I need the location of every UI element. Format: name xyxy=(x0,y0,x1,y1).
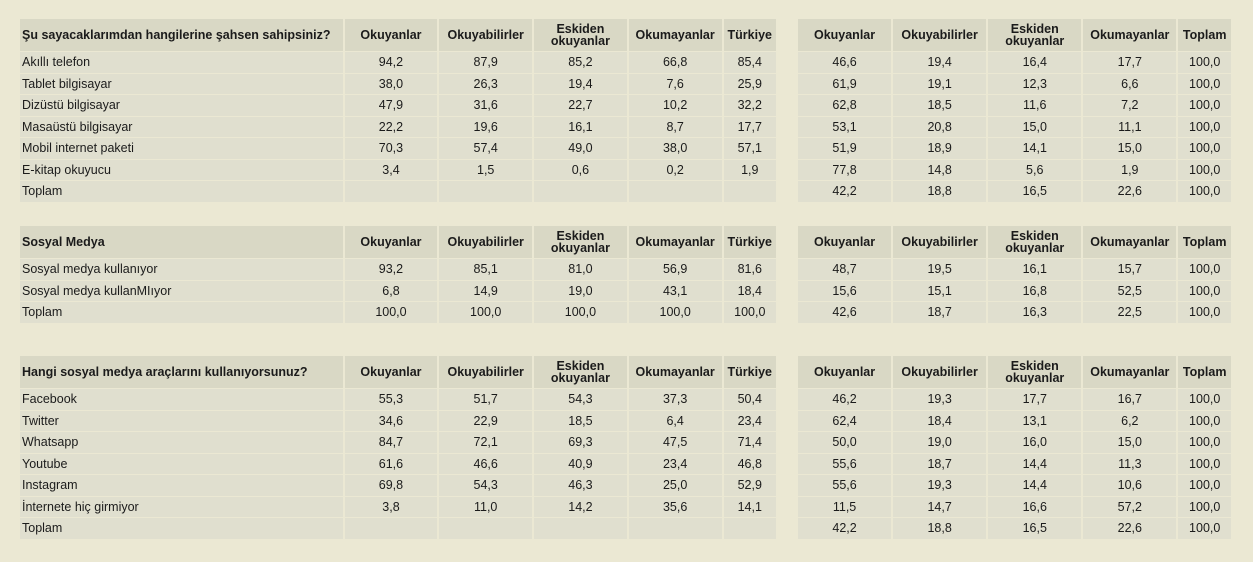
table-cell: 22,9 xyxy=(439,411,532,432)
table-cell: 19,3 xyxy=(893,389,986,410)
table-cell: 69,3 xyxy=(534,432,627,453)
table-cell: 14,1 xyxy=(724,497,776,518)
table-cell: 52,5 xyxy=(1083,281,1176,302)
table-cell: 54,3 xyxy=(439,475,532,496)
table-cell: 22,5 xyxy=(1083,302,1176,323)
table-cell: 87,9 xyxy=(439,52,532,73)
section1-right-header xyxy=(798,19,1231,51)
section2-left-col-3: Okumayanlar xyxy=(629,226,722,258)
table-cell: 53,1 xyxy=(798,117,891,138)
table-cell: 93,2 xyxy=(345,259,438,280)
table-row xyxy=(20,432,776,453)
table-cell: 52,9 xyxy=(724,475,776,496)
section2-right-body xyxy=(798,259,1231,323)
table-cell: 14,4 xyxy=(988,475,1081,496)
table-cell: 46,6 xyxy=(439,454,532,475)
table-cell: 100,0 xyxy=(1178,281,1231,302)
section1-left-col-3: Okumayanlar xyxy=(629,19,722,51)
table-row xyxy=(798,454,1231,475)
table-row xyxy=(20,52,776,73)
table-cell: 6,4 xyxy=(629,411,722,432)
table-row xyxy=(798,518,1231,539)
section3-left-col-1: Okuyabilirler xyxy=(439,356,532,388)
table-cell: 51,9 xyxy=(798,138,891,159)
row-label: Mobil internet paketi xyxy=(20,138,343,159)
section3-right-table xyxy=(796,355,1233,540)
table-cell: 77,8 xyxy=(798,160,891,181)
table-cell: 15,1 xyxy=(893,281,986,302)
table-cell: 16,1 xyxy=(534,117,627,138)
table-cell: 22,6 xyxy=(1083,518,1176,539)
table-row xyxy=(798,117,1231,138)
table-cell: 5,6 xyxy=(988,160,1081,181)
table-cell: 14,7 xyxy=(893,497,986,518)
table-cell: 50,0 xyxy=(798,432,891,453)
table-cell: 43,1 xyxy=(629,281,722,302)
table-row xyxy=(20,302,776,323)
table-cell xyxy=(629,518,722,539)
table-cell: 100,0 xyxy=(1178,138,1231,159)
table-cell: 18,5 xyxy=(534,411,627,432)
table-row xyxy=(798,138,1231,159)
table-cell: 8,7 xyxy=(629,117,722,138)
table-cell: 85,2 xyxy=(534,52,627,73)
table-cell: 100,0 xyxy=(1178,160,1231,181)
table-cell xyxy=(724,181,776,202)
table-cell: 19,0 xyxy=(893,432,986,453)
table-row xyxy=(20,475,776,496)
table-cell: 51,7 xyxy=(439,389,532,410)
section2-right-col-1: Okuyabilirler xyxy=(893,226,986,258)
table-cell: 6,6 xyxy=(1083,74,1176,95)
section3-left-col-0: Okuyanlar xyxy=(345,356,438,388)
section1-right-body xyxy=(798,52,1231,202)
table-row xyxy=(20,497,776,518)
table-cell: 16,6 xyxy=(988,497,1081,518)
table-cell: 38,0 xyxy=(629,138,722,159)
section2-left-header xyxy=(20,226,776,258)
table-cell: 81,6 xyxy=(724,259,776,280)
table-row xyxy=(20,74,776,95)
table-cell: 14,4 xyxy=(988,454,1081,475)
section3-right-col-1: Okuyabilirler xyxy=(893,356,986,388)
table-cell: 42,2 xyxy=(798,518,891,539)
table-cell xyxy=(534,518,627,539)
table-cell: 100,0 xyxy=(534,302,627,323)
table-cell: 100,0 xyxy=(1178,117,1231,138)
row-label: Toplam xyxy=(20,518,343,539)
table-cell: 61,6 xyxy=(345,454,438,475)
row-label: Masaüstü bilgisayar xyxy=(20,117,343,138)
table-row xyxy=(798,52,1231,73)
section3-left-col-3: Okumayanlar xyxy=(629,356,722,388)
section1-question: Şu sayacaklarımdan hangilerine şahsen sahipsiniz? xyxy=(20,19,343,51)
row-label: Facebook xyxy=(20,389,343,410)
section1-left-header xyxy=(20,19,776,51)
table-cell: 42,6 xyxy=(798,302,891,323)
table-cell: 25,0 xyxy=(629,475,722,496)
table-cell: 100,0 xyxy=(1178,411,1231,432)
section1-right-col-0: Okuyanlar xyxy=(798,19,891,51)
section2-left-col-1: Okuyabilirler xyxy=(439,226,532,258)
section2-right-col-4: Toplam xyxy=(1178,226,1231,258)
table-cell: 69,8 xyxy=(345,475,438,496)
table-cell: 37,3 xyxy=(629,389,722,410)
table-cell: 14,8 xyxy=(893,160,986,181)
section2-left-col-2: Eskiden okuyanlar xyxy=(534,226,627,258)
table-cell: 50,4 xyxy=(724,389,776,410)
row-label: Sosyal medya kullanıyor xyxy=(20,259,343,280)
table-cell: 19,3 xyxy=(893,475,986,496)
table-cell: 100,0 xyxy=(1178,389,1231,410)
table-cell: 10,6 xyxy=(1083,475,1176,496)
table-cell: 11,1 xyxy=(1083,117,1176,138)
table-cell: 18,5 xyxy=(893,95,986,116)
table-cell xyxy=(724,518,776,539)
section1-right-col-4: Toplam xyxy=(1178,19,1231,51)
section1-left-table xyxy=(18,18,778,203)
table-row xyxy=(20,281,776,302)
table-row xyxy=(798,259,1231,280)
table-cell: 56,9 xyxy=(629,259,722,280)
table-row xyxy=(20,138,776,159)
table-row xyxy=(20,454,776,475)
table-cell: 19,4 xyxy=(893,52,986,73)
section3-left-header xyxy=(20,356,776,388)
table-cell: 19,6 xyxy=(439,117,532,138)
table-cell: 19,1 xyxy=(893,74,986,95)
table-cell: 10,2 xyxy=(629,95,722,116)
table-row xyxy=(798,497,1231,518)
table-row xyxy=(798,475,1231,496)
table-cell: 14,1 xyxy=(988,138,1081,159)
table-row xyxy=(20,181,776,202)
table-cell: 70,3 xyxy=(345,138,438,159)
table-cell: 100,0 xyxy=(629,302,722,323)
table-cell: 16,5 xyxy=(988,181,1081,202)
table-cell: 71,4 xyxy=(724,432,776,453)
table-cell: 72,1 xyxy=(439,432,532,453)
table-cell: 94,2 xyxy=(345,52,438,73)
table-cell: 100,0 xyxy=(1178,475,1231,496)
section3-right-body xyxy=(798,389,1231,539)
table-row xyxy=(798,281,1231,302)
table-cell xyxy=(345,518,438,539)
table-cell: 16,3 xyxy=(988,302,1081,323)
table-cell: 3,4 xyxy=(345,160,438,181)
row-label: Twitter xyxy=(20,411,343,432)
table-cell: 1,5 xyxy=(439,160,532,181)
row-label: Sosyal medya kullanMIıyor xyxy=(20,281,343,302)
row-label: Whatsapp xyxy=(20,432,343,453)
table-row xyxy=(20,95,776,116)
table-cell: 61,9 xyxy=(798,74,891,95)
table-cell: 35,6 xyxy=(629,497,722,518)
table-cell: 19,0 xyxy=(534,281,627,302)
table-cell: 48,7 xyxy=(798,259,891,280)
table-row xyxy=(798,160,1231,181)
section1-right-col-2: Eskiden okuyanlar xyxy=(988,19,1081,51)
section2-left-col-0: Okuyanlar xyxy=(345,226,438,258)
table-cell: 46,8 xyxy=(724,454,776,475)
table-cell: 57,1 xyxy=(724,138,776,159)
section2-right-col-3: Okumayanlar xyxy=(1083,226,1176,258)
table-cell: 62,8 xyxy=(798,95,891,116)
table-cell: 31,6 xyxy=(439,95,532,116)
table-cell: 0,6 xyxy=(534,160,627,181)
table-cell: 16,1 xyxy=(988,259,1081,280)
section3-question: Hangi sosyal medya araçlarını kullanıyorsunuz? xyxy=(20,356,343,388)
section3-right-col-0: Okuyanlar xyxy=(798,356,891,388)
table-cell xyxy=(439,518,532,539)
table-cell: 3,8 xyxy=(345,497,438,518)
row-label: İnternete hiç girmiyor xyxy=(20,497,343,518)
table-cell: 18,4 xyxy=(724,281,776,302)
table-row xyxy=(798,432,1231,453)
section2-right-col-2: Eskiden okuyanlar xyxy=(988,226,1081,258)
section1-left-body xyxy=(20,52,776,202)
table-row xyxy=(20,411,776,432)
row-label: Akıllı telefon xyxy=(20,52,343,73)
table-cell: 18,7 xyxy=(893,454,986,475)
table-cell: 22,7 xyxy=(534,95,627,116)
table-cell: 100,0 xyxy=(439,302,532,323)
table-cell: 84,7 xyxy=(345,432,438,453)
table-cell: 22,6 xyxy=(1083,181,1176,202)
row-label: E-kitap okuyucu xyxy=(20,160,343,181)
table-cell: 7,6 xyxy=(629,74,722,95)
table-cell: 100,0 xyxy=(1178,432,1231,453)
section1-right-col-1: Okuyabilirler xyxy=(893,19,986,51)
section3-right-col-3: Okumayanlar xyxy=(1083,356,1176,388)
row-label: Toplam xyxy=(20,181,343,202)
table-cell: 55,6 xyxy=(798,454,891,475)
table-cell: 11,6 xyxy=(988,95,1081,116)
table-cell: 18,8 xyxy=(893,181,986,202)
table-cell: 100,0 xyxy=(345,302,438,323)
table-cell: 32,2 xyxy=(724,95,776,116)
row-label: Dizüstü bilgisayar xyxy=(20,95,343,116)
table-cell: 100,0 xyxy=(1178,302,1231,323)
table-cell: 13,1 xyxy=(988,411,1081,432)
row-label: Youtube xyxy=(20,454,343,475)
table-row xyxy=(20,117,776,138)
table-cell: 16,4 xyxy=(988,52,1081,73)
table-cell: 54,3 xyxy=(534,389,627,410)
table-cell: 16,8 xyxy=(988,281,1081,302)
table-cell: 34,6 xyxy=(345,411,438,432)
table-cell: 17,7 xyxy=(724,117,776,138)
table-cell: 18,4 xyxy=(893,411,986,432)
table-cell: 16,5 xyxy=(988,518,1081,539)
section1-left-col-1: Okuyabilirler xyxy=(439,19,532,51)
section2-right-col-0: Okuyanlar xyxy=(798,226,891,258)
table-cell: 81,0 xyxy=(534,259,627,280)
table-row xyxy=(20,160,776,181)
table-cell: 19,5 xyxy=(893,259,986,280)
table-cell: 23,4 xyxy=(724,411,776,432)
table-cell: 46,6 xyxy=(798,52,891,73)
table-cell: 85,1 xyxy=(439,259,532,280)
table-cell: 100,0 xyxy=(1178,74,1231,95)
table-cell: 100,0 xyxy=(1178,181,1231,202)
table-row xyxy=(20,389,776,410)
section3-right-header xyxy=(798,356,1231,388)
section1-right-col-3: Okumayanlar xyxy=(1083,19,1176,51)
table-cell: 0,2 xyxy=(629,160,722,181)
section3-left-table xyxy=(18,355,778,540)
table-cell: 46,3 xyxy=(534,475,627,496)
table-row xyxy=(798,389,1231,410)
row-label: Instagram xyxy=(20,475,343,496)
table-cell xyxy=(629,181,722,202)
table-cell: 47,5 xyxy=(629,432,722,453)
table-cell xyxy=(439,181,532,202)
table-cell: 46,2 xyxy=(798,389,891,410)
table-cell: 15,0 xyxy=(1083,138,1176,159)
section3-right-col-4: Toplam xyxy=(1178,356,1231,388)
table-cell: 19,4 xyxy=(534,74,627,95)
row-label: Toplam xyxy=(20,302,343,323)
section1-left-col-0: Okuyanlar xyxy=(345,19,438,51)
table-row xyxy=(798,302,1231,323)
table-cell: 7,2 xyxy=(1083,95,1176,116)
table-cell: 16,7 xyxy=(1083,389,1176,410)
table-cell: 18,9 xyxy=(893,138,986,159)
section2-left-col-4: Türkiye xyxy=(724,226,776,258)
section2-right-header xyxy=(798,226,1231,258)
table-cell: 40,9 xyxy=(534,454,627,475)
table-cell: 100,0 xyxy=(1178,518,1231,539)
section3-left-body xyxy=(20,389,776,539)
row-label: Tablet bilgisayar xyxy=(20,74,343,95)
table-cell: 100,0 xyxy=(1178,259,1231,280)
table-cell: 49,0 xyxy=(534,138,627,159)
table-cell: 15,7 xyxy=(1083,259,1176,280)
table-cell: 100,0 xyxy=(1178,52,1231,73)
section3-left-col-2: Eskiden okuyanlar xyxy=(534,356,627,388)
section2-left-table xyxy=(18,225,778,324)
table-cell: 14,2 xyxy=(534,497,627,518)
table-cell: 14,9 xyxy=(439,281,532,302)
table-cell: 15,0 xyxy=(1083,432,1176,453)
table-cell: 42,2 xyxy=(798,181,891,202)
table-cell: 23,4 xyxy=(629,454,722,475)
table-cell: 11,0 xyxy=(439,497,532,518)
table-cell: 1,9 xyxy=(1083,160,1176,181)
table-cell: 18,8 xyxy=(893,518,986,539)
table-row xyxy=(20,259,776,280)
table-row xyxy=(798,95,1231,116)
table-cell: 100,0 xyxy=(1178,95,1231,116)
table-row xyxy=(798,411,1231,432)
table-cell: 17,7 xyxy=(1083,52,1176,73)
table-cell: 85,4 xyxy=(724,52,776,73)
table-cell: 22,2 xyxy=(345,117,438,138)
section3-right-col-2: Eskiden okuyanlar xyxy=(988,356,1081,388)
table-cell: 62,4 xyxy=(798,411,891,432)
table-cell: 20,8 xyxy=(893,117,986,138)
table-cell: 57,2 xyxy=(1083,497,1176,518)
table-cell: 100,0 xyxy=(1178,497,1231,518)
table-cell: 55,6 xyxy=(798,475,891,496)
section1-left-col-2: Eskiden okuyanlar xyxy=(534,19,627,51)
table-cell: 100,0 xyxy=(1178,454,1231,475)
table-cell: 11,3 xyxy=(1083,454,1176,475)
table-cell: 26,3 xyxy=(439,74,532,95)
table-cell: 47,9 xyxy=(345,95,438,116)
table-cell xyxy=(345,181,438,202)
table-cell: 100,0 xyxy=(724,302,776,323)
section2-question: Sosyal Medya xyxy=(20,226,343,258)
table-cell: 6,8 xyxy=(345,281,438,302)
table-cell: 12,3 xyxy=(988,74,1081,95)
table-cell: 66,8 xyxy=(629,52,722,73)
table-cell: 55,3 xyxy=(345,389,438,410)
table-row xyxy=(798,74,1231,95)
table-cell: 15,6 xyxy=(798,281,891,302)
section2-right-table xyxy=(796,225,1233,324)
table-cell: 15,0 xyxy=(988,117,1081,138)
table-row xyxy=(20,518,776,539)
table-cell: 38,0 xyxy=(345,74,438,95)
section1-right-table xyxy=(796,18,1233,203)
table-cell: 11,5 xyxy=(798,497,891,518)
section2-left-body xyxy=(20,259,776,323)
table-cell: 57,4 xyxy=(439,138,532,159)
table-cell: 16,0 xyxy=(988,432,1081,453)
table-cell xyxy=(534,181,627,202)
table-cell: 6,2 xyxy=(1083,411,1176,432)
table-row xyxy=(798,181,1231,202)
section1-left-col-4: Türkiye xyxy=(724,19,776,51)
section3-left-col-4: Türkiye xyxy=(724,356,776,388)
table-cell: 18,7 xyxy=(893,302,986,323)
table-cell: 17,7 xyxy=(988,389,1081,410)
table-cell: 1,9 xyxy=(724,160,776,181)
table-cell: 25,9 xyxy=(724,74,776,95)
